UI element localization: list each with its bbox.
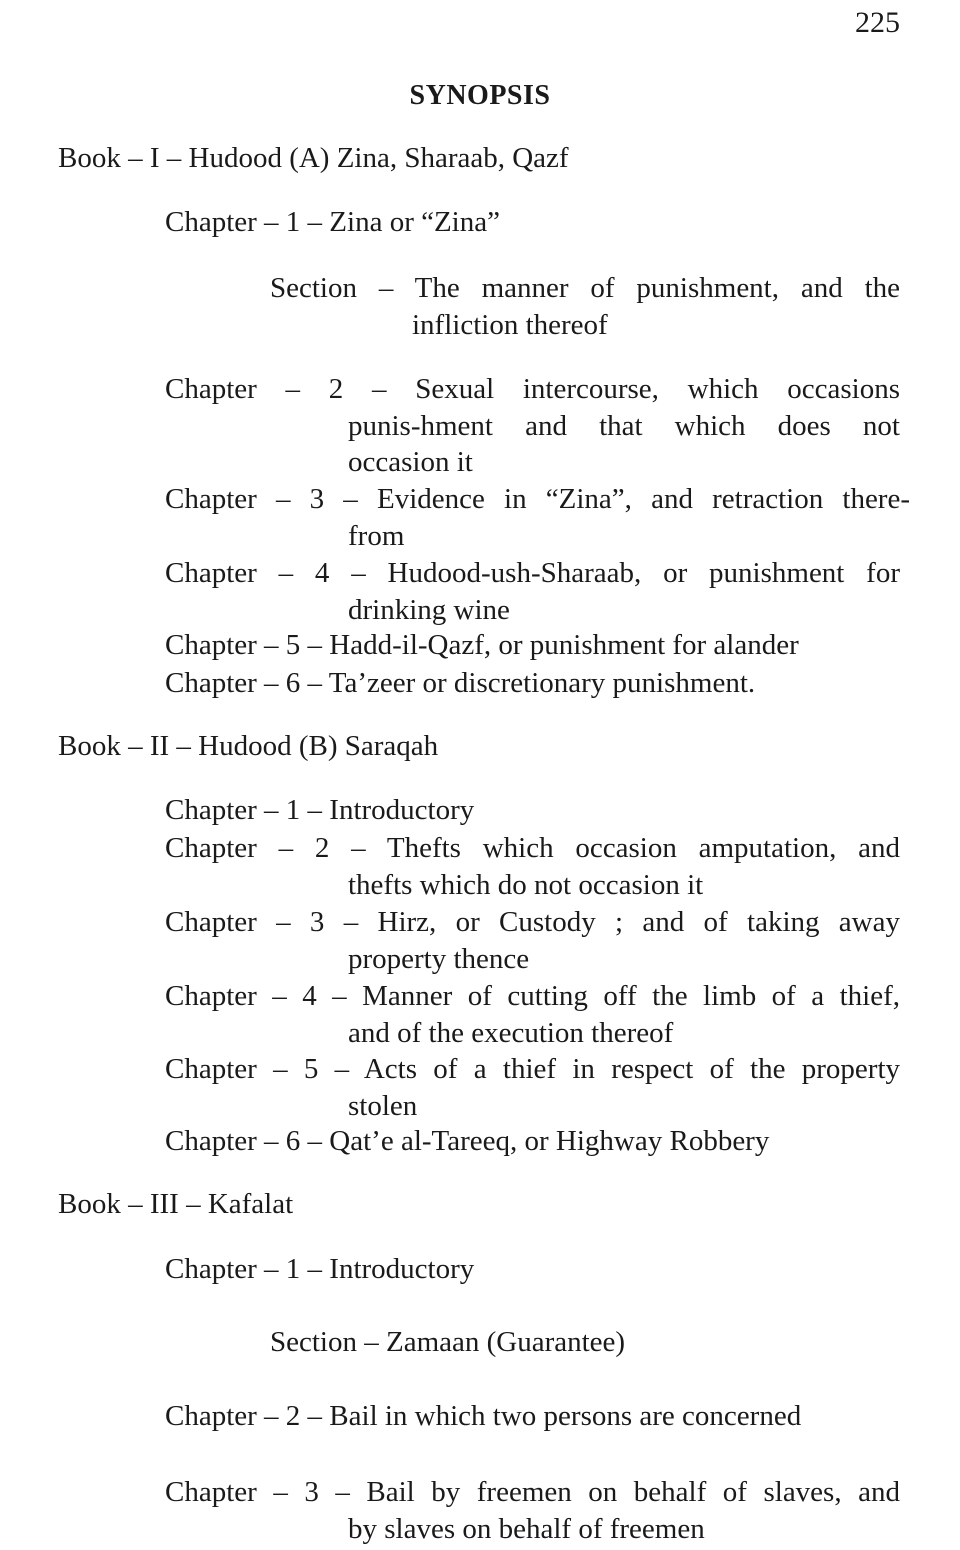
book-heading: Book – III – Kafalat [58, 1188, 294, 1220]
chapter-entry [165, 1051, 900, 1124]
page-number: 225 [855, 6, 900, 39]
chapter-entry [165, 371, 900, 481]
entry-line: occasion it [348, 446, 473, 478]
chapter-entry [165, 481, 910, 554]
chapter-entry: Chapter – 5 – Hadd-il-Qazf, or punishment for alander [165, 629, 799, 661]
entry-line: Chapter – 4 – Manner of cutting off the limb of a thief, [165, 980, 900, 1012]
chapter-entry [165, 1474, 900, 1547]
entry-line: infliction thereof [412, 308, 608, 341]
entry-line: Chapter – 4 – Hudood-ush-Sharaab, or punishment for [165, 557, 900, 589]
chapter-entry [165, 830, 900, 903]
entry-line: Chapter – 3 – Evidence in “Zina”, and retraction there- [165, 483, 910, 515]
chapter-entry [165, 904, 900, 977]
book-heading: Book – I – Hudood (A) Zina, Sharaab, Qazf [58, 142, 569, 174]
entry-line: from [348, 519, 405, 552]
entry-line: thefts which do not occasion it [348, 868, 704, 901]
chapter-entry [165, 555, 900, 628]
entry-line: and of the execution thereof [348, 1016, 674, 1049]
book-heading: Book – II – Hudood (B) Saraqah [58, 730, 439, 762]
entry-line: Chapter – 2 – Thefts which occasion amputation, and [165, 832, 900, 864]
entry-line: punis-hment and that which does not [348, 409, 900, 442]
entry-line: property thence [348, 942, 530, 975]
chapter-entry: Chapter – 1 – Introductory [165, 1253, 475, 1285]
entry-line: by slaves on behalf of freemen [348, 1512, 705, 1545]
chapter-entry: Chapter – 1 – Introductory [165, 794, 475, 826]
section-entry [270, 270, 900, 343]
entry-line: Chapter – 5 – Acts of a thief in respect of the property [165, 1053, 900, 1085]
entry-line: drinking wine [348, 593, 510, 626]
entry-line: Section – The manner of punishment, and the [270, 272, 900, 304]
entry-line: Chapter – 2 – Sexual intercourse, which occasions [165, 373, 900, 405]
entry-line: stolen [348, 1089, 418, 1122]
chapter-entry: Chapter – 2 – Bail in which two persons are concerned [165, 1400, 802, 1432]
page-title: SYNOPSIS [409, 80, 551, 111]
entry-line: Chapter – 3 – Hirz, or Custody ; and of taking away [165, 906, 900, 938]
chapter-entry: Chapter – 6 – Qat’e al-Tareeq, or Highway Robbery [165, 1125, 770, 1157]
chapter-entry: Chapter – 1 – Zina or “Zina” [165, 206, 500, 238]
chapter-entry [165, 978, 900, 1051]
section-entry: Section – Zamaan (Guarantee) [270, 1326, 626, 1358]
chapter-entry: Chapter – 6 – Ta’zeer or discretionary punishment. [165, 667, 756, 699]
entry-line: Chapter – 3 – Bail by freemen on behalf of slaves, and [165, 1476, 900, 1508]
